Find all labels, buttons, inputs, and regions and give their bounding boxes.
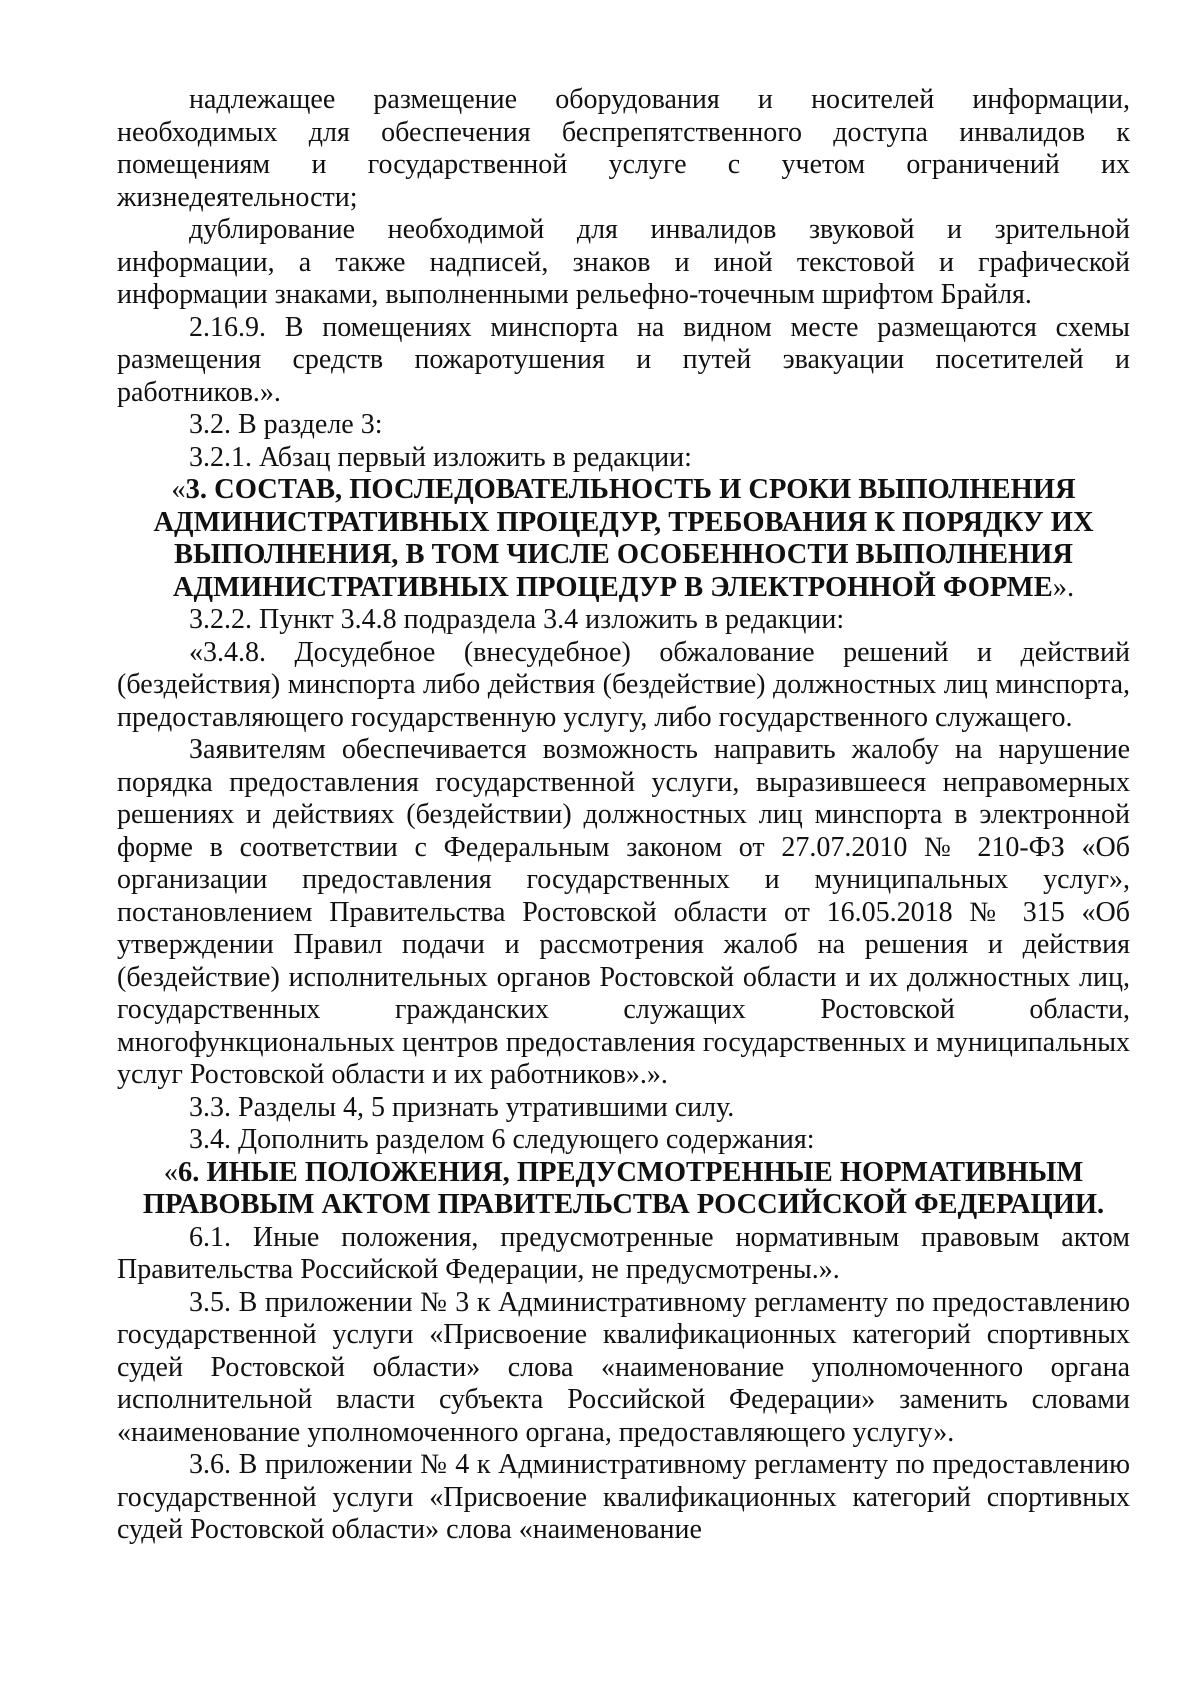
- paragraph: 3.6. В приложении № 4 к Административному регламенту по предоставлению государственной услуги «Присвоение квалификационных категорий спортивных судей Ростовской области» слова «наименование: [117, 1449, 1130, 1545]
- document-page: [117, 84, 1130, 1547]
- section-6-heading: [117, 1157, 1130, 1222]
- heading-text: 3. СОСТАВ, ПОСЛЕДОВАТЕЛЬНОСТЬ И СРОКИ ВЫПОЛНЕНИЯ АДМИНИСТРАТИВНЫХ ПРОЦЕДУР, ТРЕБОВАНИЯ К ПОРЯДКУ ИХ ВЫПОЛНЕНИЯ, В ТОМ ЧИСЛЕ ОСОБЕННОСТИ ВЫПОЛНЕНИЯ АДМИНИСТРАТИВНЫХ ПРОЦЕДУР В ЭЛЕКТРОННОЙ ФОРМЕ: [153, 474, 1094, 603]
- paragraph: 3.2.2. Пункт 3.4.8 подраздела 3.4 изложить в редакции:: [189, 604, 845, 635]
- section-3-heading: [117, 474, 1130, 604]
- paragraph: дублирование необходимой для инвалидов звуковой и зрительной информации, а также надписей, знаков и иной текстовой и графической информации знаками, выполненными рельефно-точечным шрифтом Брайля.: [117, 214, 1130, 310]
- paragraph: 3.4. Дополнить разделом 6 следующего содержания:: [189, 1124, 815, 1155]
- paragraph: 3.2. В разделе 3:: [189, 409, 383, 440]
- paragraph: 3.5. В приложении № 3 к Административному регламенту по предоставлению государственной услуги «Присвоение квалификационных категорий спортивных судей Ростовской области» слова «наименование уполномоченного органа исполнительной власти субъекта Российской Федерации» заменить словами «наименование уполномоченного органа, предоставляющего услугу».: [117, 1286, 1130, 1448]
- paragraph: 6.1. Иные положения, предусмотренные нормативным правовым актом Правительства Российской Федерации, не предусмотрены.».: [117, 1221, 1130, 1285]
- heading-text: 6. ИНЫЕ ПОЛОЖЕНИЯ, ПРЕДУСМОТРЕННЫЕ НОРМАТИВНЫМ ПРАВОВЫМ АКТОМ ПРАВИТЕЛЬСТВА РОССИЙСКОЙ ФЕДЕРАЦИИ.: [142, 1156, 1105, 1220]
- paragraph: 3.2.1. Абзац первый изложить в редакции:: [189, 441, 692, 473]
- heading-close: ».: [1052, 571, 1075, 603]
- paragraph: 2.16.9. В помещениях минспорта на видном месте размещаются схемы размещения средств пожаротушения и путей эвакуации посетителей и работников.».: [117, 311, 1130, 408]
- paragraph: надлежащее размещение оборудования и носителей информации, необходимых для обеспечения беспрепятственного доступа инвалидов к помещениям и государственной услуге с учетом ограничений их жизнедеятельности;: [117, 84, 1130, 213]
- heading-open-quote: «: [163, 1156, 178, 1188]
- heading-open-quote: «: [171, 474, 186, 505]
- paragraph: Заявителям обеспечивается возможность направить жалобу на нарушение порядка предоставления государственной услуги, выразившееся неправомерных решениях и действиях (бездействии) должностных лиц минспорта в электронной форме в соответствии с Федеральным законом от 27.07.2010 № 210-ФЗ «Об организации предоставления государственных и муниципальных услуг», постановлением Правительства Ростовской области от 16.05.2018 № 315 «Об утверждении Правил подачи и рассмотрения жалоб на решения и действия (бездействие) исполнительных органов Ростовской области и их должностных лиц, государственных гражданских служащих Ростовской области, многофункциональных центров предоставления государственных и муниципальных услуг Ростовской области и их работников».».: [117, 734, 1130, 1090]
- paragraph: «3.4.8. Досудебное (внесудебное) обжалование решений и действий (бездействия) минспорта либо действия (бездействие) должностных лиц минспорта, предоставляющего государственную услугу, либо государственного служащего.: [117, 636, 1130, 733]
- paragraph: 3.3. Разделы 4, 5 признать утратившими силу.: [189, 1091, 735, 1123]
